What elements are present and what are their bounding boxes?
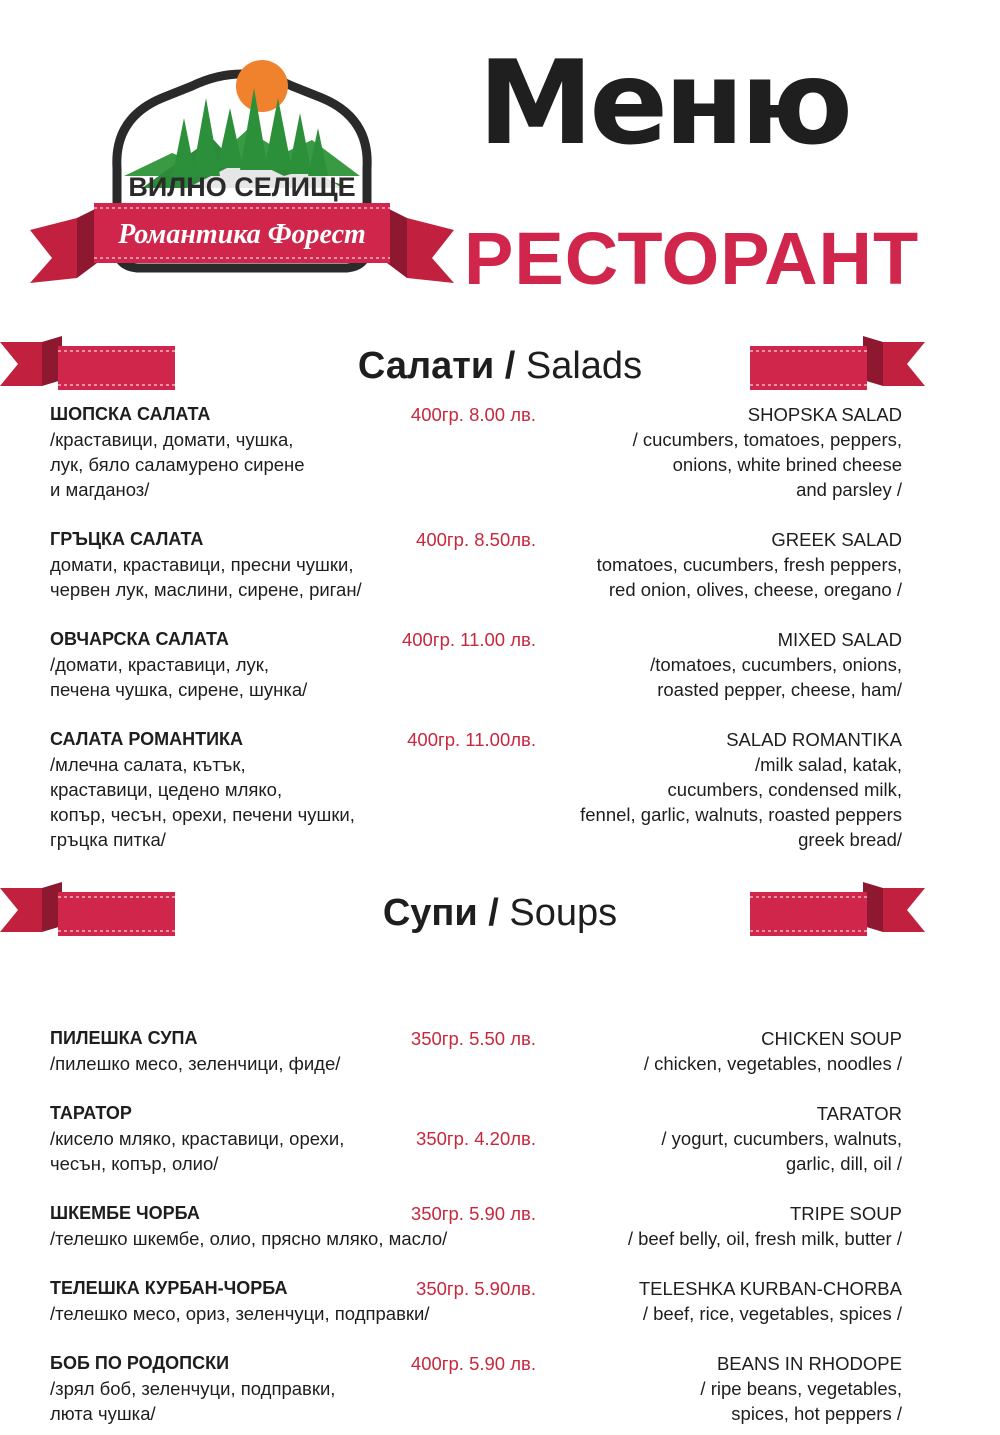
item-desc-bg: /телешко шкембе, олио, прясно мляко, масло/ [50,1228,448,1249]
item-name-bg: ГРЪЦКА САЛАТА [50,529,204,549]
item-name-en: MIXED SALAD [777,629,902,650]
item-price: 400гр. 8.50лв. [416,529,536,550]
item-desc-bg: домати, краставици, пресни чушки, червен лук, маслини, сирене, риган/ [50,554,362,600]
item-price: 350гр. 5.50 лв. [410,1028,536,1049]
item-name-en: SALAD ROMANTIKA [726,729,902,750]
item-desc-bg: /телешко месо, ориз, зеленчуци, подправки/ [50,1303,430,1324]
item-name-en: TELESHKA KURBAN-CHORBA [638,1278,902,1299]
logo-top-text: ВИЛНО СЕЛИЩЕ [128,172,356,202]
item-desc-en: /milk salad, katak, cucumbers, condensed milk, fennel, garlic, walnuts, roasted peppers greek bread/ [580,754,902,850]
item-desc-en: / beef belly, oil, fresh milk, butter / [627,1228,902,1249]
item-name-bg: БОБ ПО РОДОПСКИ [50,1353,230,1373]
item-price: 400гр. 11.00 лв. [401,629,536,650]
item-name-en: TRIPE SOUP [789,1203,902,1224]
item-desc-en: / chicken, vegetables, noodles / [643,1053,902,1074]
item-price: 350гр. 4.20лв. [416,1128,536,1149]
item-price: 350гр. 5.90 лв. [410,1203,536,1224]
section-title-salads-bg: Салати / [357,345,516,387]
item-desc-bg: /краставици, домати, чушка, лук, бяло саламурено сирене и магданоз/ [50,429,305,500]
item-desc-en: / beef, rice, vegetables, spices / [642,1303,902,1324]
item-name-en: CHICKEN SOUP [761,1028,902,1049]
item-name-bg: ТЕЛЕШКА КУРБАН-ЧОРБА [50,1278,288,1298]
logo-ribbon-text: Романтика Форест [118,219,366,250]
item-name-bg: САЛАТА РОМАНТИКА [50,729,244,749]
section-title-soups-bg: Супи / [382,892,499,934]
item-desc-bg: /зрял боб, зеленчуци, подправки, люта чушка/ [50,1378,336,1424]
item-name-bg: ТАРАТОР [50,1103,132,1123]
item-price: 350гр. 5.90лв. [416,1278,536,1299]
item-desc-bg: /домати, краставици, лук, печена чушка, сирене, шунка/ [50,654,308,700]
item-desc-en: / ripe beans, vegetables, spices, hot peppers / [700,1378,902,1424]
section-title-soups-en: Soups [509,892,618,934]
item-desc-en: /tomatoes, cucumbers, onions, roasted pepper, cheese, ham/ [650,654,902,700]
section-title-salads-en: Salads [525,345,643,387]
item-name-en: TARATOR [816,1103,902,1124]
item-name-bg: ОВЧАРСКА САЛАТА [50,629,229,649]
item-price: 400гр. 8.00 лв. [410,404,536,425]
item-name-bg: ШКЕМБЕ ЧОРБА [50,1203,200,1223]
item-price: 400гр. 11.00лв. [407,729,536,750]
resort-logo [22,58,462,288]
restaurant-subtitle: РЕСТОРАНТ [464,217,920,300]
item-name-bg: ШОПСКА САЛАТА [50,404,211,424]
item-desc-bg: /кисело мляко, краставици, орехи, чесън, копър, олио/ [50,1128,345,1174]
item-name-en: SHOPSKA SALAD [747,404,902,425]
item-name-en: GREEK SALAD [771,529,902,550]
item-desc-bg: /пилешко месо, зеленчици, фиде/ [50,1053,341,1074]
menu-title: Меню [478,36,850,171]
section-title-soups [0,894,1000,932]
item-desc-en: / yogurt, cucumbers, walnuts, garlic, dill, oil / [661,1128,902,1174]
item-name-bg: ПИЛЕШКА СУПА [50,1028,198,1048]
item-desc-en: / cucumbers, tomatoes, peppers, onions, white brined cheese and parsley / [632,429,902,500]
item-price: 400гр. 5.90 лв. [410,1353,536,1374]
item-desc-bg: /млечна салата, кътък, краставици, цедено мляко, копър, чесън, орехи, печени чушки, гръцка питка/ [50,754,355,850]
section-title-salads [0,347,1000,385]
item-name-en: BEANS IN RHODOPE [716,1353,902,1374]
item-desc-en: tomatoes, cucumbers, fresh peppers, red onion, olives, cheese, oregano / [596,554,902,600]
